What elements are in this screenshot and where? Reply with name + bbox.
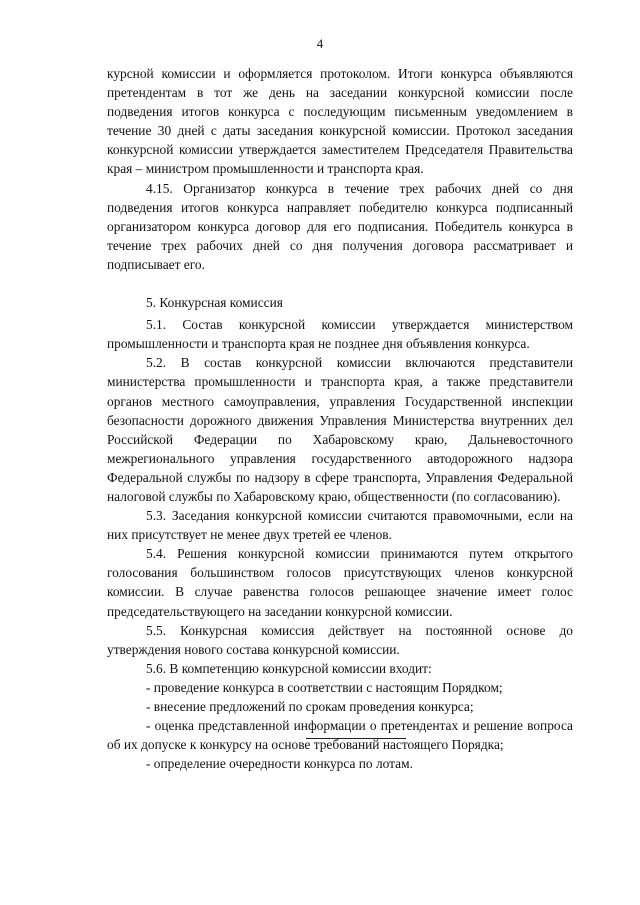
page-number: 4 [316, 36, 324, 51]
paragraph-5-4: 5.4. Решения конкурсной комиссии принимаются путем открытого голосования большинством голосов присутствующих членов конкурсной комиссии. В случае равенства голосов решающее значение имеет голос председательствующего на заседании конкурсной комиссии. [107, 546, 573, 619]
paragraph-5-1: 5.1. Состав конкурсной комиссии утверждается министерством промышленности и транспорта края не позднее дня объявления конкурса. [107, 317, 573, 352]
paragraph-4-15: 4.15. Организатор конкурса в течение трех рабочих дней со дня подведения итогов конкурса направляет победителю конкурса подписанный организатором конкурса договор для его подписания. Победитель конкурса в течение трех рабочих дней со дня получения договора рассматривает и подписывает его. [107, 180, 573, 272]
list-item-order: - определение очередности конкурса по лотам. [146, 756, 413, 772]
paragraph-continuation: курсной комиссии и оформляется протоколом. Итоги конкурса объявляются претендентам в тот же день на заседании конкурсной комиссии после подведения итогов конкурса с последующим письменным уведомлением в течение 30 дней с даты заседания конкурсной комиссии. Протокол заседания конкурсной комиссии утверждается заместителем Председателя Правительства края – министром промышленности и транспорта края. [107, 66, 573, 177]
list-item-proposals: - внесение предложений по срокам проведения конкурса; [146, 699, 474, 714]
end-rule [306, 738, 406, 739]
paragraph-5-5: 5.5. Конкурсная комиссия действует на постоянной основе до утверждения нового состава конкурсной комиссии. [107, 622, 573, 657]
document-body [107, 64, 573, 773]
paragraph-5-3: 5.3. Заседания конкурсной комиссии считаются правомочными, если на них присутствует не менее двух третей ее членов. [107, 508, 573, 543]
paragraph-5-2: 5.2. В состав конкурсной комиссии включаются представители министерства промышленности и транспорта края, а также представители органов местного самоуправления, управления Государственной инспекции безопасности дорожного движения Управления Министерства внутренних дел Российской Федерации по Хабаровскому краю, Дальневосточного межрегионального управления государственного автодорожного надзора Федеральной службы по надзору в сфере транспорта, Управления Федеральной налоговой службы по Хабаровскому краю, общественности (по согласованию). [107, 355, 573, 504]
section-heading-5: 5. Конкурсная комиссия [146, 295, 283, 311]
list-item-conduct: - проведение конкурса в соответствии с настоящим Порядком; [146, 679, 503, 695]
list-item-assessment: - оценка представленной информации о претендентах и решение вопроса об их допуске к конкурсу на основе требований настоящего Порядка; [107, 718, 573, 753]
paragraph-5-6: 5.6. В компетенцию конкурсной комиссии входит: [146, 660, 432, 676]
